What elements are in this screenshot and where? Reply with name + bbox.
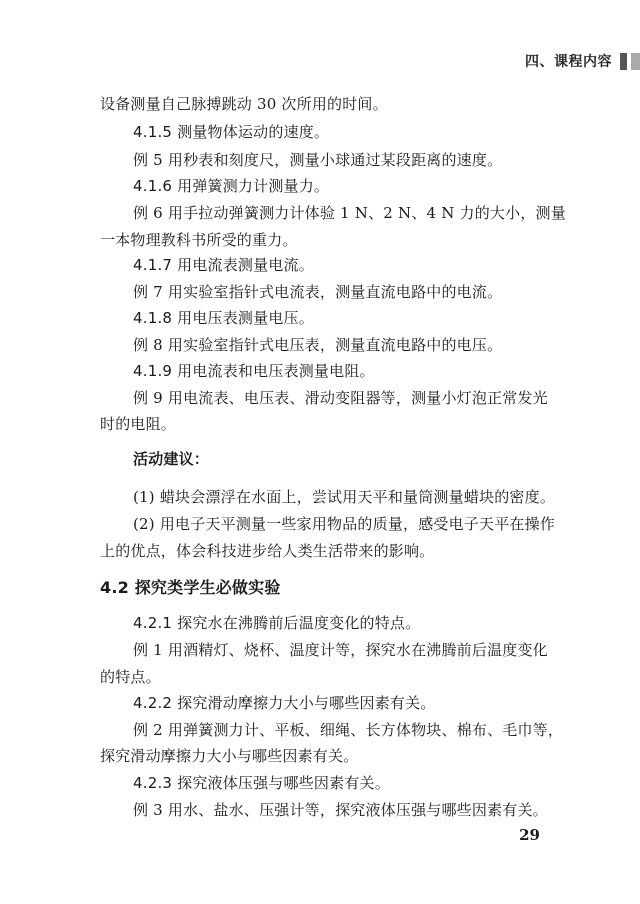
section-item: 4.2.1 探究水在沸腾前后温度变化的特点。 xyxy=(133,614,421,632)
activity-item: (1) 蜡块会漂浮在水面上，尝试用天平和量筒测量蜡块的密度。 xyxy=(133,488,556,506)
section-item: 4.1.7 用电流表测量电流。 xyxy=(133,256,314,274)
section-item: 4.1.8 用电压表测量电压。 xyxy=(133,309,314,327)
section-title: 四、课程内容 xyxy=(525,54,612,70)
header-bar-light xyxy=(631,53,640,70)
text-line: 设备测量自己脉搏跳动 30 次所用的时间。 xyxy=(100,95,388,113)
example-line: 例 1 用酒精灯、烧杯、温度计等，探究水在沸腾前后温度变化 xyxy=(133,641,548,659)
text-line: 上的优点，体会科技进步给人类生活带来的影响。 xyxy=(100,542,435,560)
example-line: 例 9 用电流表、电压表、滑动变阻器等，测量小灯泡正常发光 xyxy=(133,389,548,407)
text-line: 探究滑动摩擦力大小与哪些因素有关。 xyxy=(100,747,359,765)
example-line: 例 5 用秒表和刻度尺，测量小球通过某段距离的速度。 xyxy=(133,151,503,169)
text-line: 的特点。 xyxy=(100,668,161,686)
section-item: 4.1.5 测量物体运动的速度。 xyxy=(133,123,330,141)
example-line: 例 3 用水、盐水、压强计等，探究液体压强与哪些因素有关。 xyxy=(133,801,548,819)
running-header xyxy=(525,50,640,72)
activity-item: (2) 用电子天平测量一些家用物品的质量，感受电子天平在操作 xyxy=(133,515,556,533)
page-number: 29 xyxy=(519,826,540,844)
text-line: 时的电阻。 xyxy=(100,415,177,433)
text-line: 一本物理教科书所受的重力。 xyxy=(100,231,298,249)
example-line: 例 2 用弹簧测力计、平板、细绳、长方体物块、棉布、毛巾等， xyxy=(133,721,564,739)
example-line: 例 6 用手拉动弹簧测力计体验 1 N、2 N、4 N 力的大小，测量 xyxy=(133,204,566,222)
header-bar-dark xyxy=(620,53,627,70)
example-line: 例 7 用实验室指针式电流表，测量直流电路中的电流。 xyxy=(133,283,503,301)
section-item: 4.2.2 探究滑动摩擦力大小与哪些因素有关。 xyxy=(133,694,436,712)
section-item: 4.1.9 用电流表和电压表测量电阻。 xyxy=(133,362,375,380)
example-line: 例 8 用实验室指针式电压表，测量直流电路中的电压。 xyxy=(133,336,503,354)
section-item: 4.2.3 探究液体压强与哪些因素有关。 xyxy=(133,774,390,792)
activity-heading: 活动建议： xyxy=(133,450,210,468)
section-heading: 4.2 探究类学生必做实验 xyxy=(100,578,281,597)
section-item: 4.1.6 用弹簧测力计测量力。 xyxy=(133,177,330,195)
